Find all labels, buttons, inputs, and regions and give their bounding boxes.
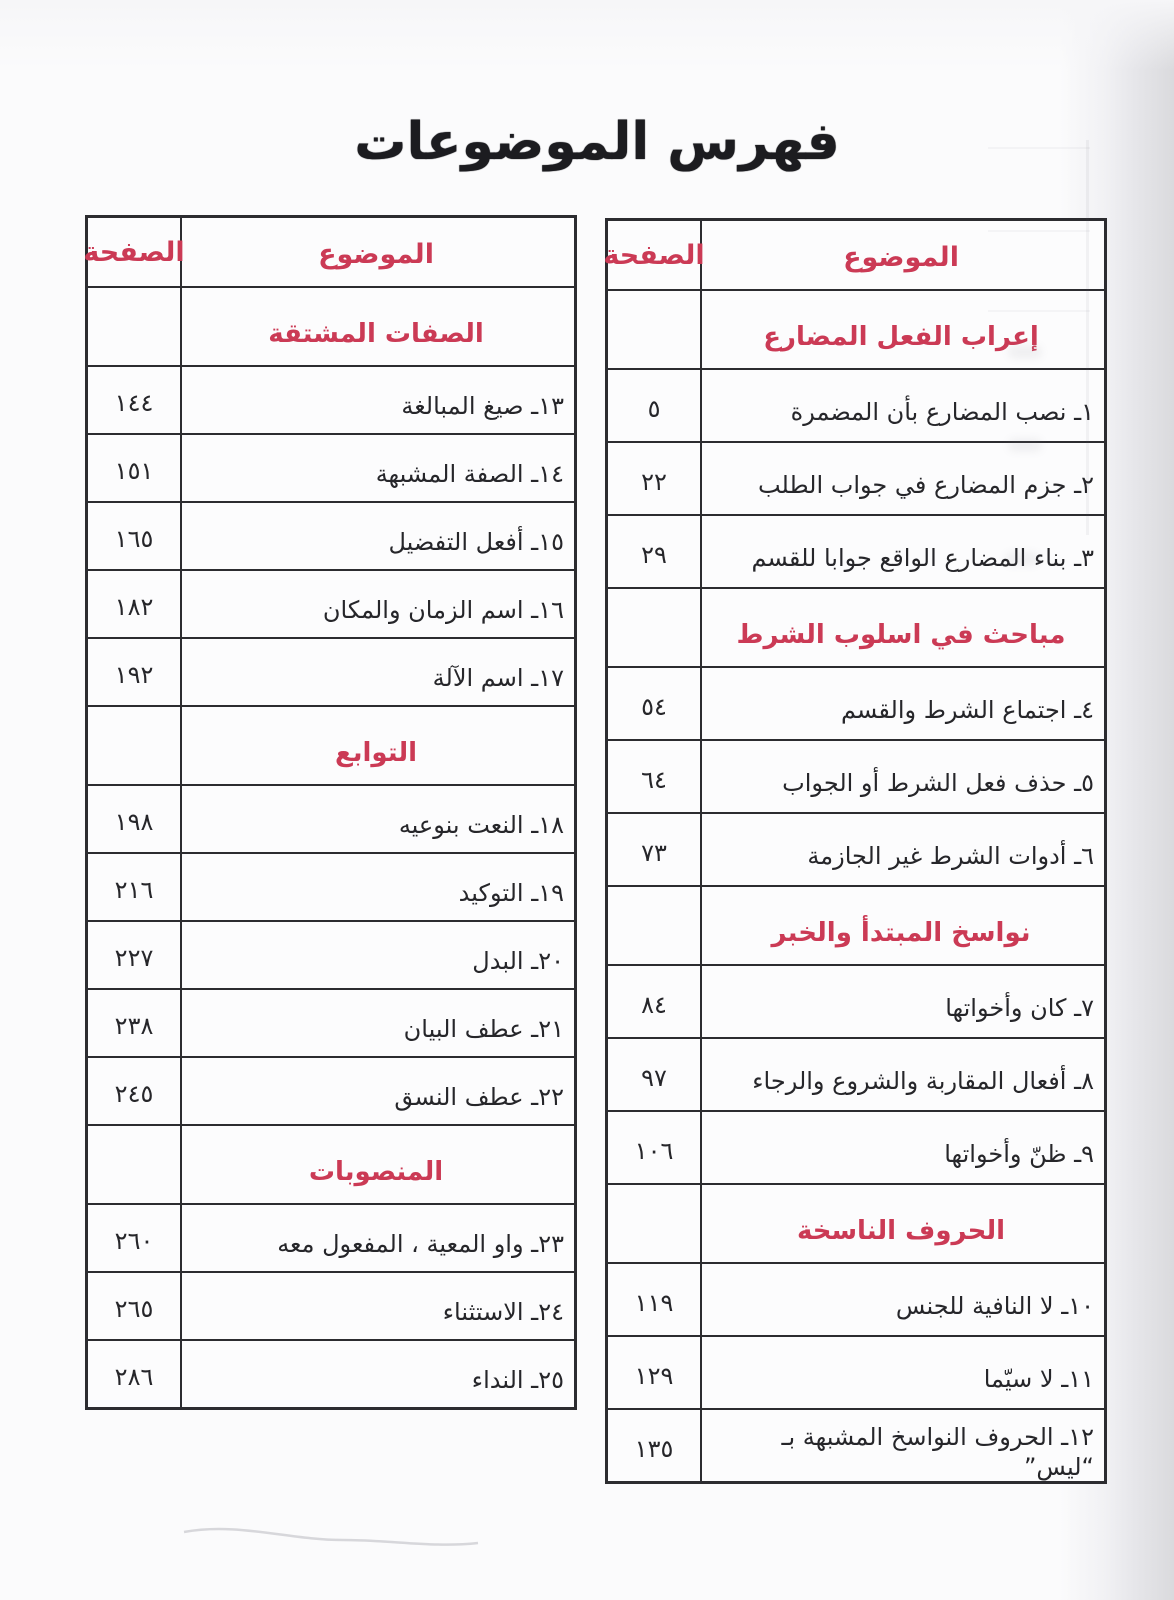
- page-cell: [608, 814, 700, 885]
- section-title: إعراب الفعل المضارع: [763, 321, 1039, 352]
- page-cell: [88, 707, 180, 784]
- page-number: ٢٢: [641, 467, 667, 496]
- page-cell: [608, 370, 700, 441]
- section-row: [608, 885, 1104, 964]
- topic-cell: [700, 887, 1104, 964]
- topic-header-cell: [180, 218, 574, 286]
- page-number: ٢٨٦: [114, 1363, 154, 1391]
- section-title: التوابع: [334, 737, 418, 768]
- column-header-page: الصفحة: [603, 239, 705, 271]
- page-cell: [88, 1341, 180, 1407]
- page-number: ٢٣٨: [114, 1012, 154, 1040]
- topic-header-cell: [700, 221, 1104, 289]
- topic-label: ١٦ـ اسم الزمان والمكان: [322, 596, 564, 624]
- toc-table-left: [85, 215, 577, 1410]
- bleedthrough-line: [988, 147, 1090, 149]
- table-row: [88, 1339, 574, 1407]
- topic-label: ٢٣ـ واو المعية ، المفعول معه: [277, 1230, 564, 1258]
- page-cell: [88, 571, 180, 637]
- topic-cell: [700, 966, 1104, 1037]
- topic-cell: [700, 1264, 1104, 1335]
- table-header-row: [603, 221, 1104, 289]
- page-cell: [608, 1264, 700, 1335]
- page-number: ٨٤: [641, 990, 667, 1019]
- topic-cell: [180, 367, 574, 433]
- topic-label: ١٣ـ صيغ المبالغة: [401, 392, 564, 420]
- page-number: ٩٧: [641, 1063, 667, 1092]
- topic-label: ٦ـ أدوات الشرط غير الجازمة: [807, 841, 1094, 870]
- topic-cell: [180, 639, 574, 705]
- topic-cell: [180, 435, 574, 501]
- page-cell: [88, 1058, 180, 1124]
- page-number: ٢١٦: [114, 876, 154, 904]
- table-row: [88, 1056, 574, 1124]
- topic-cell: [700, 516, 1104, 587]
- topic-label: ١٠ـ لا النافية للجنس: [895, 1291, 1094, 1320]
- page-cell: [608, 887, 700, 964]
- page-number: ١٢٩: [634, 1361, 674, 1390]
- topic-cell: [700, 443, 1104, 514]
- page-number: ٢٢٧: [114, 944, 154, 972]
- section-row: [88, 705, 574, 784]
- page-cell: [88, 1273, 180, 1339]
- page-cell: [88, 990, 180, 1056]
- page-number: ٢٦٠: [114, 1227, 154, 1255]
- section-row: [608, 289, 1104, 368]
- topic-cell: [180, 1126, 574, 1203]
- table-row: [88, 852, 574, 920]
- page-number: ٢٦٥: [114, 1295, 154, 1323]
- topic-cell: [180, 990, 574, 1056]
- topic-cell: [180, 1205, 574, 1271]
- topic-cell: [180, 1058, 574, 1124]
- section-title: المنصوبات: [308, 1156, 444, 1187]
- page-number: ١٠٦: [634, 1136, 674, 1165]
- page-title: فهرس الموضوعات: [354, 112, 840, 172]
- table-row: [608, 1037, 1104, 1110]
- table-row: [88, 988, 574, 1056]
- table-row: [88, 501, 574, 569]
- topic-cell: [700, 370, 1104, 441]
- topic-label: ٤ـ اجتماع الشرط والقسم: [841, 695, 1094, 724]
- topic-label: ٨ـ أفعال المقاربة والشروع والرجاء: [752, 1066, 1094, 1095]
- topic-label: ٩ـ ظنّ وأخواتها: [944, 1139, 1094, 1168]
- page-cell: [88, 435, 180, 501]
- section-title: نواسخ المبتدأ والخبر: [771, 917, 1031, 948]
- topic-label: ١ـ نصب المضارع بأن المضمرة: [790, 397, 1094, 426]
- topic-cell: [700, 741, 1104, 812]
- topic-label: ٥ـ حذف فعل الشرط أو الجواب: [782, 768, 1094, 797]
- table-row: [88, 637, 574, 705]
- table-row: [608, 739, 1104, 812]
- page-cell: [88, 1205, 180, 1271]
- topic-cell: [700, 291, 1104, 368]
- table-row: [88, 784, 574, 852]
- topic-label: ٣ـ بناء المضارع الواقع جوابا للقسم: [751, 543, 1094, 572]
- topic-label: ٢٢ـ عطف النسق: [394, 1083, 564, 1111]
- topic-cell: [700, 668, 1104, 739]
- table-row: [608, 1110, 1104, 1183]
- page-number: ١٩٢: [114, 661, 154, 689]
- topic-label: ١٢ـ الحروف النواسخ المشبهة بـ “ليس”: [781, 1422, 1094, 1481]
- page-cell: [608, 291, 700, 368]
- topic-cell: [180, 786, 574, 852]
- topic-label: ١٤ـ الصفة المشبهة: [375, 460, 564, 488]
- topic-cell: [700, 814, 1104, 885]
- table-row: [88, 365, 574, 433]
- table-row: [88, 920, 574, 988]
- page-cell: [608, 589, 700, 666]
- table-header-row: [83, 218, 574, 286]
- table-row: [608, 1262, 1104, 1335]
- topic-label: ٢٥ـ النداء: [471, 1366, 564, 1394]
- topic-label: ٢٠ـ البدل: [472, 947, 564, 975]
- page-number: ١٥١: [114, 457, 154, 485]
- table-row: [88, 1203, 574, 1271]
- page-cell: [608, 741, 700, 812]
- topic-cell: [180, 854, 574, 920]
- page-number: ١٨٢: [114, 593, 154, 621]
- column-header-topic: الموضوع: [843, 241, 959, 273]
- page-number: ٢٤٥: [114, 1080, 154, 1108]
- topic-label: ١٥ـ أفعل التفضيل: [388, 528, 564, 556]
- topic-label: ١١ـ لا سيّما: [983, 1364, 1094, 1393]
- page-number: ٧٣: [641, 838, 667, 867]
- table-row: [608, 1335, 1104, 1408]
- page-number: ١٣٥: [634, 1434, 674, 1463]
- column-header-topic: الموضوع: [318, 238, 434, 270]
- topic-cell: [180, 707, 574, 784]
- column-header-page: الصفحة: [83, 236, 185, 268]
- topic-cell: [180, 571, 574, 637]
- section-row: [608, 1183, 1104, 1262]
- topic-cell: [700, 1410, 1104, 1481]
- table-row: [608, 368, 1104, 441]
- pencil-squiggle: [178, 1518, 488, 1562]
- page-cell: [608, 668, 700, 739]
- table-row: [608, 666, 1104, 739]
- page-cell: [608, 1410, 700, 1481]
- topic-cell: [180, 1341, 574, 1407]
- topic-cell: [180, 288, 574, 365]
- topic-label: ٢٤ـ الاستثناء: [442, 1298, 564, 1326]
- page-cell: [88, 786, 180, 852]
- page-cell: [608, 1337, 700, 1408]
- page-cell: [88, 854, 180, 920]
- page-number: ١٦٥: [114, 525, 154, 553]
- topic-cell: [700, 1039, 1104, 1110]
- topic-cell: [180, 1273, 574, 1339]
- section-title: الحروف الناسخة: [796, 1215, 1006, 1246]
- table-row: [88, 569, 574, 637]
- page-cell: [608, 1039, 700, 1110]
- page-number: ٥٤: [641, 692, 667, 721]
- section-title: الصفات المشتقة: [268, 318, 484, 349]
- table-row: [88, 433, 574, 501]
- topic-label: ١٩ـ التوكيد: [458, 879, 564, 907]
- section-row: [88, 1124, 574, 1203]
- page-cell: [608, 1185, 700, 1262]
- section-row: [608, 587, 1104, 666]
- topic-cell: [180, 503, 574, 569]
- page-cell: [88, 922, 180, 988]
- page-number: ٥: [647, 394, 661, 423]
- page-cell: [608, 516, 700, 587]
- page-cell: [608, 966, 700, 1037]
- topic-label: ٢١ـ عطف البيان: [403, 1015, 564, 1043]
- page-number: ١١٩: [634, 1288, 674, 1317]
- page-cell: [88, 503, 180, 569]
- page-number: ١٤٤: [114, 389, 154, 417]
- page-header-cell: [603, 221, 705, 289]
- page-header-cell: [83, 218, 185, 286]
- page-cell: [608, 443, 700, 514]
- table-row: [608, 1408, 1104, 1481]
- page-cell: [88, 367, 180, 433]
- page-cell: [88, 288, 180, 365]
- table-row: [608, 514, 1104, 587]
- toc-table-right: [605, 218, 1107, 1484]
- topic-label: ٧ـ كان وأخواتها: [945, 993, 1094, 1022]
- page-number: ٦٤: [641, 765, 667, 794]
- page-cell: [88, 1126, 180, 1203]
- topic-cell: [700, 1337, 1104, 1408]
- page-number: ٢٩: [641, 540, 667, 569]
- table-row: [608, 441, 1104, 514]
- topic-label: ١٨ـ النعت بنوعيه: [398, 811, 564, 839]
- page-cell: [608, 1112, 700, 1183]
- topic-cell: [700, 1185, 1104, 1262]
- section-title: مباحث في اسلوب الشرط: [736, 619, 1066, 650]
- topic-label: ٢ـ جزم المضارع في جواب الطلب: [757, 470, 1094, 499]
- page-number: ١٩٨: [114, 808, 154, 836]
- page-cell: [88, 639, 180, 705]
- table-row: [608, 812, 1104, 885]
- table-row: [608, 964, 1104, 1037]
- topic-label: ١٧ـ اسم الآلة: [432, 664, 564, 692]
- topic-cell: [700, 589, 1104, 666]
- topic-cell: [180, 922, 574, 988]
- section-row: [88, 286, 574, 365]
- table-row: [88, 1271, 574, 1339]
- topic-cell: [700, 1112, 1104, 1183]
